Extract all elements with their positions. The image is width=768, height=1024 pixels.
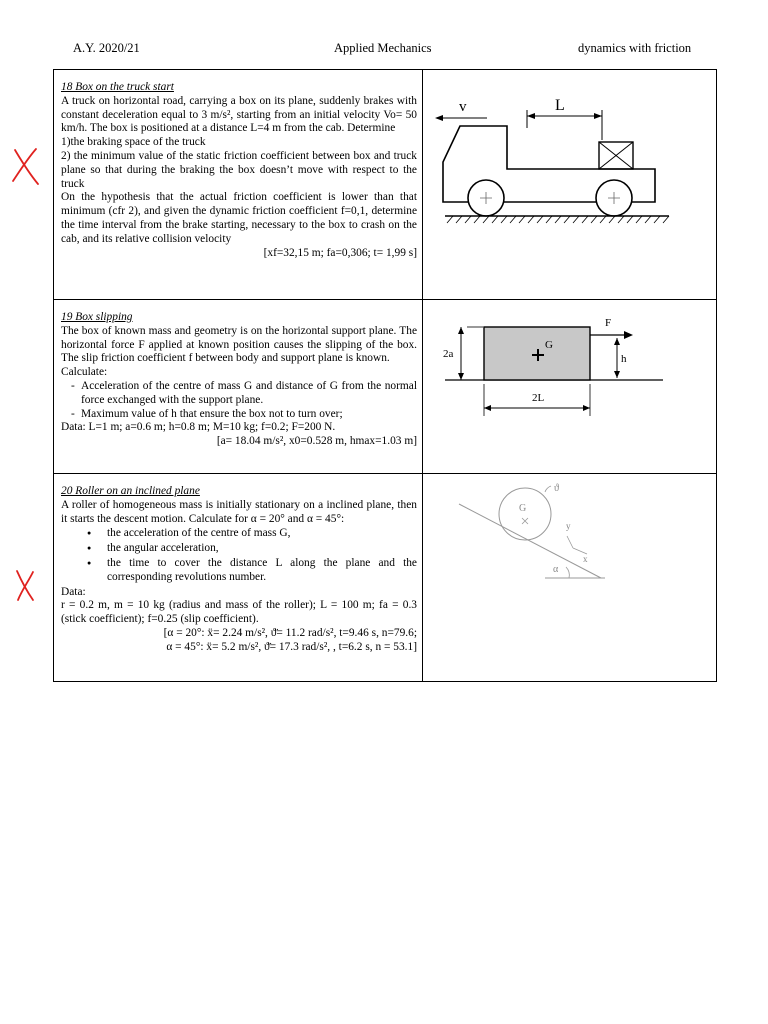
exercise-20-figure-cell — [423, 474, 717, 682]
exercise-19-item: - Maximum value of h that ensure the box not to turn over; — [73, 408, 417, 422]
height-label: h — [621, 353, 627, 365]
force-label: F — [605, 317, 612, 329]
distance-label: L — [555, 97, 565, 114]
roller — [499, 488, 551, 540]
exercise-20-item: ● the angular acceleration, — [87, 542, 417, 556]
roller-incline-diagram — [423, 474, 716, 670]
exercise-19-row — [54, 300, 717, 474]
exercise-19-result: [a= 18.04 m/s², x0=0.528 m, hmax=1.03 m] — [216, 435, 417, 448]
exercise-20-result-1: [α = 20°: ẍ= 2.24 m/s², ϑ̈= 11.2 rad/s², t=9.46 s, n=79.6; — [163, 626, 417, 639]
exercise-18-result: [xf=32,15 m; fa=0,306; t= 1,99 s] — [263, 246, 417, 259]
exercise-20-data-label: Data: — [61, 585, 86, 598]
velocity-label: v — [459, 99, 467, 115]
roller-centre-label: G — [519, 503, 527, 514]
exercise-20-title: 20 Roller on an inclined plane — [61, 485, 200, 497]
exercise-19-figure-cell — [423, 300, 717, 474]
exercise-20-item: ● the acceleration of the centre of mass G, — [87, 527, 417, 541]
exercise-table — [53, 69, 717, 682]
header-topic: dynamics with friction — [578, 41, 692, 55]
exercise-20-statement: A roller of homogeneous mass is initially stationary on a inclined plane, then it starts the descent motion. Calculate for α = 20° and α = 45°: — [61, 498, 417, 525]
exercise-18-text-cell — [54, 70, 423, 300]
truck-diagram — [423, 70, 716, 288]
exercise-18-statement-2: On the hypothesis that the actual friction coefficient is lower than that minimum (cfr 2), and given the dynamic friction coefficient f=0,1, determine the time interval from the brake starting, necessary to the box to crash on the cab, and its relative collision velocity — [61, 191, 417, 245]
incline-angle-label: α — [553, 564, 559, 575]
box-height-label: 2a — [443, 348, 454, 360]
header-course-year: A.Y. 2020/21 — [73, 41, 140, 55]
exercise-18-row — [54, 70, 717, 300]
exercise-19-calculate: Calculate: — [61, 366, 108, 379]
exercise-20-text-cell — [54, 474, 423, 682]
exercise-20-result-2: α = 45°: ẍ= 5.2 m/s², ϑ̈= 17.3 rad/s², , t=6.2 s, n = 53.1] — [166, 640, 417, 653]
x-axis-label: x — [583, 554, 588, 564]
exercise-19-data: Data: L=1 m; a=0.6 m; h=0.8 m; M=10 kg; f=0.2; F=200 N. — [61, 421, 336, 434]
exercise-19-title: 19 Box slipping — [61, 311, 133, 323]
box-length-label: 2L — [532, 392, 545, 404]
header-subject: Applied Mechanics — [334, 41, 432, 55]
exercise-20-list — [61, 527, 417, 584]
red-cross-mark-1 — [8, 144, 42, 188]
exercise-18-question-2: 2) the minimum value of the static friction coefficient between box and truck plane so that during the braking the box doesn’t move with respect to the truck — [61, 149, 417, 190]
exercise-18-figure-cell — [423, 70, 717, 300]
exercise-19-text-cell — [54, 300, 423, 474]
exercise-20-data: r = 0.2 m, m = 10 kg (radius and mass of the roller); L = 100 m; fa = 0.3 (stick coefficient); f=0.25 (slip coefficient). — [61, 599, 417, 626]
exercise-19-item: - Acceleration of the centre of mass G and distance of G from the normal force exchanged with the support plane. — [73, 380, 417, 408]
exercise-19-list — [61, 380, 417, 421]
red-cross-mark-2 — [10, 566, 40, 606]
exercise-20-row — [54, 474, 717, 682]
box-slipping-diagram — [423, 300, 716, 462]
exercise-18-question-1: 1)the braking space of the truck — [61, 136, 206, 149]
exercise-20-item: ● the time to cover the distance L along the plane and the corresponding revolutions number. — [87, 557, 417, 585]
centre-of-mass-label: G — [545, 339, 553, 351]
inclined-plane — [459, 504, 601, 578]
exercise-18-statement: A truck on horizontal road, carrying a box on its plane, suddenly brakes with constant deceleration equal to 3 m/s², starting from an initial velocity Vo= 50 km/h. The box is positioned at a distance L=4 m from the cab. Determine — [61, 94, 417, 135]
rotation-label: ϑ — [554, 483, 559, 494]
y-axis-label: y — [566, 521, 571, 531]
exercise-18-title: 18 Box on the truck start — [61, 81, 174, 93]
exercise-19-statement: The box of known mass and geometry is on the horizontal support plane. The horizontal force F applied at known position causes the slipping of the box. The slip friction coefficient f between body and support plane is known. — [61, 324, 417, 365]
